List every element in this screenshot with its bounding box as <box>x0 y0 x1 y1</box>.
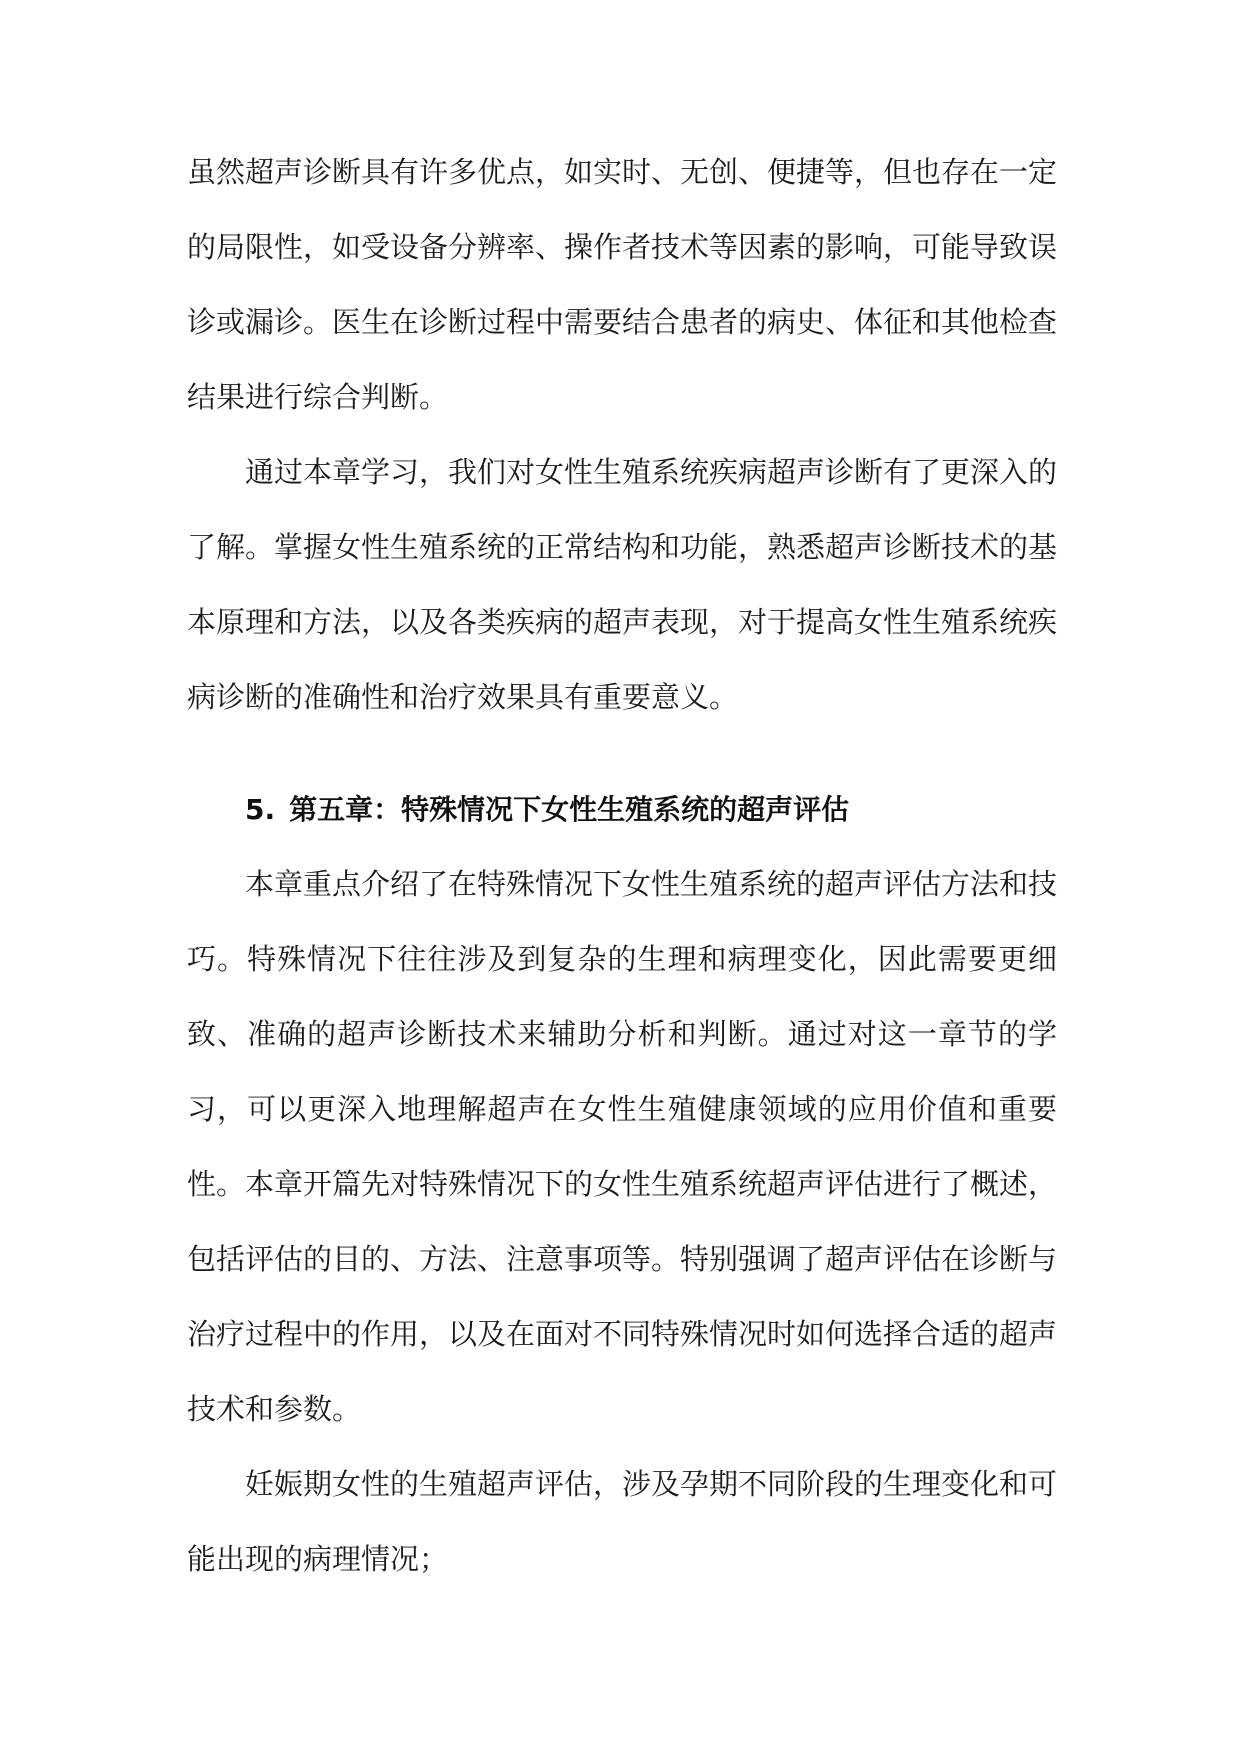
section-title: 第五章：特殊情况下女性生殖系统的超声评估 <box>289 793 850 826</box>
section-heading <box>187 772 1115 847</box>
paragraph-pregnancy-assessment <box>187 1447 1057 1597</box>
paragraph-limitations <box>187 135 1057 435</box>
paragraph-chapter-overview <box>187 1147 1057 1447</box>
paragraph-chapter-summary <box>187 435 1057 735</box>
paragraph-text: 通过本章学习，我们对女性生殖系统疾病超声诊断有了更深入的了解。掌握女性生殖系统的正常结构和功能，熟悉超声诊断技术的基本原理和方法，以及各类疾病的超声表现，对于提高女性生殖系统疾病诊断的准确性和治疗效果具有重要意义。 <box>187 455 1058 714</box>
section-number: 5. <box>245 793 276 826</box>
paragraph-text: 本章开篇先对特殊情况下的女性生殖系统超声评估进行了概述，包括评估的目的、方法、注意事项等。特别强调了超声评估在诊断与治疗过程中的作用，以及在面对不同特殊情况时如何选择合适的超声技术和参数。 <box>187 1167 1058 1426</box>
paragraph-text: 虽然超声诊断具有许多优点，如实时、无创、便捷等，但也存在一定的局限性，如受设备分辨率、操作者技术等因素的影响，可能导致误诊或漏诊。医生在诊断过程中需要结合患者的病史、体征和其他检查结果进行综合判断。 <box>187 155 1058 414</box>
paragraph-text: 本章重点介绍了在特殊情况下女性生殖系统的超声评估方法和技巧。特殊情况下往往涉及到复杂的生理和病理变化，因此需要更细致、准确的超声诊断技术来辅助分析和判断。通过对这一章节的学习，可以更深入地理解超声在女性生殖健康领域的应用价值和重要性。 <box>187 867 1058 1201</box>
paragraph-text: 妊娠期女性的生殖超声评估，涉及孕期不同阶段的生理变化和可能出现的病理情况； <box>187 1467 1058 1576</box>
